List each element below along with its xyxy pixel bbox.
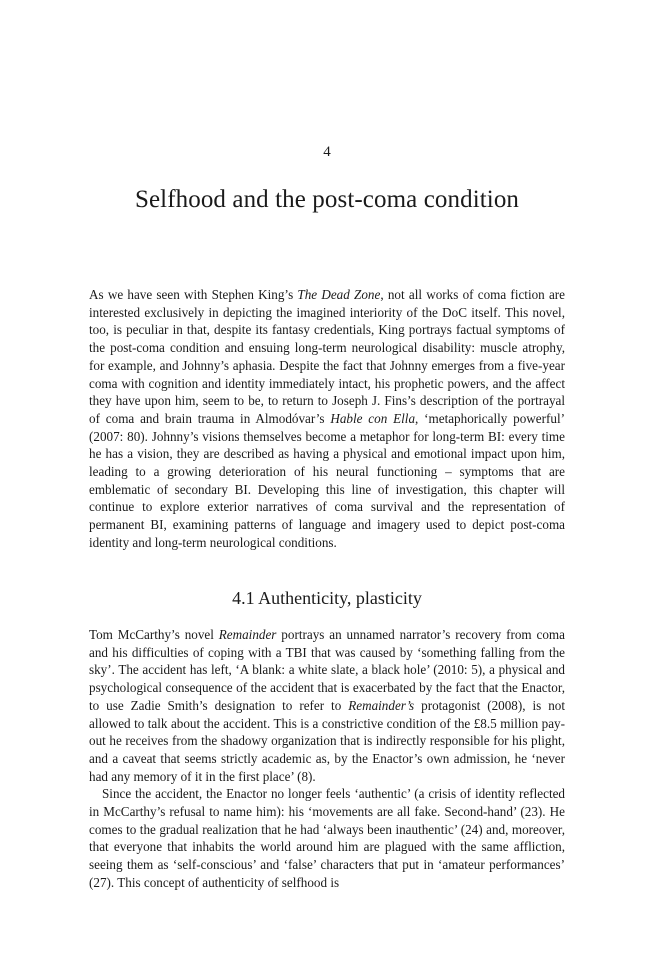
- intro-text-1: As we have seen with Stephen King’s: [89, 287, 298, 302]
- section-paragraph-2: Since the accident, the Enactor no longer feels ‘authentic’ (a crisis of identity reflected in McCarthy’s refusal to name him): his ‘movements are all fake. Second-hand’ (23). He comes to the gradual realization that he had ‘always been inauthentic’ (24) and, moreover, that everyone that inhabits the world around him are plagued with the same affliction, seeing them as ‘self-conscious’ and ‘false’ characters that put in ‘amateur performances’ (27). This concept of authenticity of selfhood is: [89, 786, 565, 890]
- section-heading: 4.1 Authenticity, plasticity: [232, 588, 422, 608]
- intro-text-3: , ‘metaphorically powerful’ (2007: 80). Johnny’s visions themselves become a metaphor for long-term BI: every time he has a vision, they are described as having a physical and emotional impact upon him, leading to a growing deterioration of his neural functioning – symptoms that are emblematic of secondary BI. Developing this line of investigation, this chapter will continue to explore exterior narratives of coma survival and the representation of permanent BI, examining patterns of language and imagery used to depict post-coma identity and long-term neurological conditions.: [89, 410, 565, 550]
- p1-text-1: Tom McCarthy’s novel: [89, 627, 219, 642]
- p1-title-remainder: Remainder: [218, 627, 277, 642]
- intro-title-dead-zone: The Dead Zone: [297, 287, 381, 302]
- intro-paragraph: [89, 286, 565, 552]
- chapter-number: 4: [323, 144, 331, 160]
- intro-title-hable-con-ella: Hable con Ella: [330, 410, 416, 426]
- p1-text-2: portrays an unnamed narrator’s recovery from coma and his difficulties of coping with a TBI that was caused by ‘something falling from the sky’. The accident has left, ‘A blank: a white slate, a black hole’ (2010: 5), a physical and psychological consequence of the accident that is exacerbated by the fact that the Enactor, to use Zadie Smith’s designation to refer to: [89, 627, 565, 713]
- section-paragraph-1: [89, 626, 565, 785]
- chapter-title: Selfhood and the post-coma condition: [134, 186, 520, 213]
- p1-title-remainders: Remainder’s: [348, 697, 415, 713]
- section-body: [89, 626, 565, 892]
- intro-text-2: , not all works of coma fiction are interested exclusively in depicting the imagined interiority of the DoC itself. This novel, too, is peculiar in that, despite its fantasy credentials, King portrays factual symptoms of the post-coma condition and ensuing long-term neurological disability: muscle atrophy, for example, and Johnny’s aphasia. Despite the fact that Johnny emerges from a five-year coma with cognition and identity immediately intact, his prophetic powers, and the affect they have upon him, seem to be, to return to Joseph J. Fins’s description of the portrayal of coma and brain trauma in Almodóvar’s: [89, 287, 566, 426]
- p1-text-3: protagonist (2008), is not allowed to talk about the accident. This is a constrictive condition of the £8.5 million pay-out he receives from the shadowy organization that is indirectly responsible for his plight, and a caveat that seems strictly academic as, by the Enactor’s own admission, he ‘never had any memory of it in the first place’ (8).: [89, 697, 565, 784]
